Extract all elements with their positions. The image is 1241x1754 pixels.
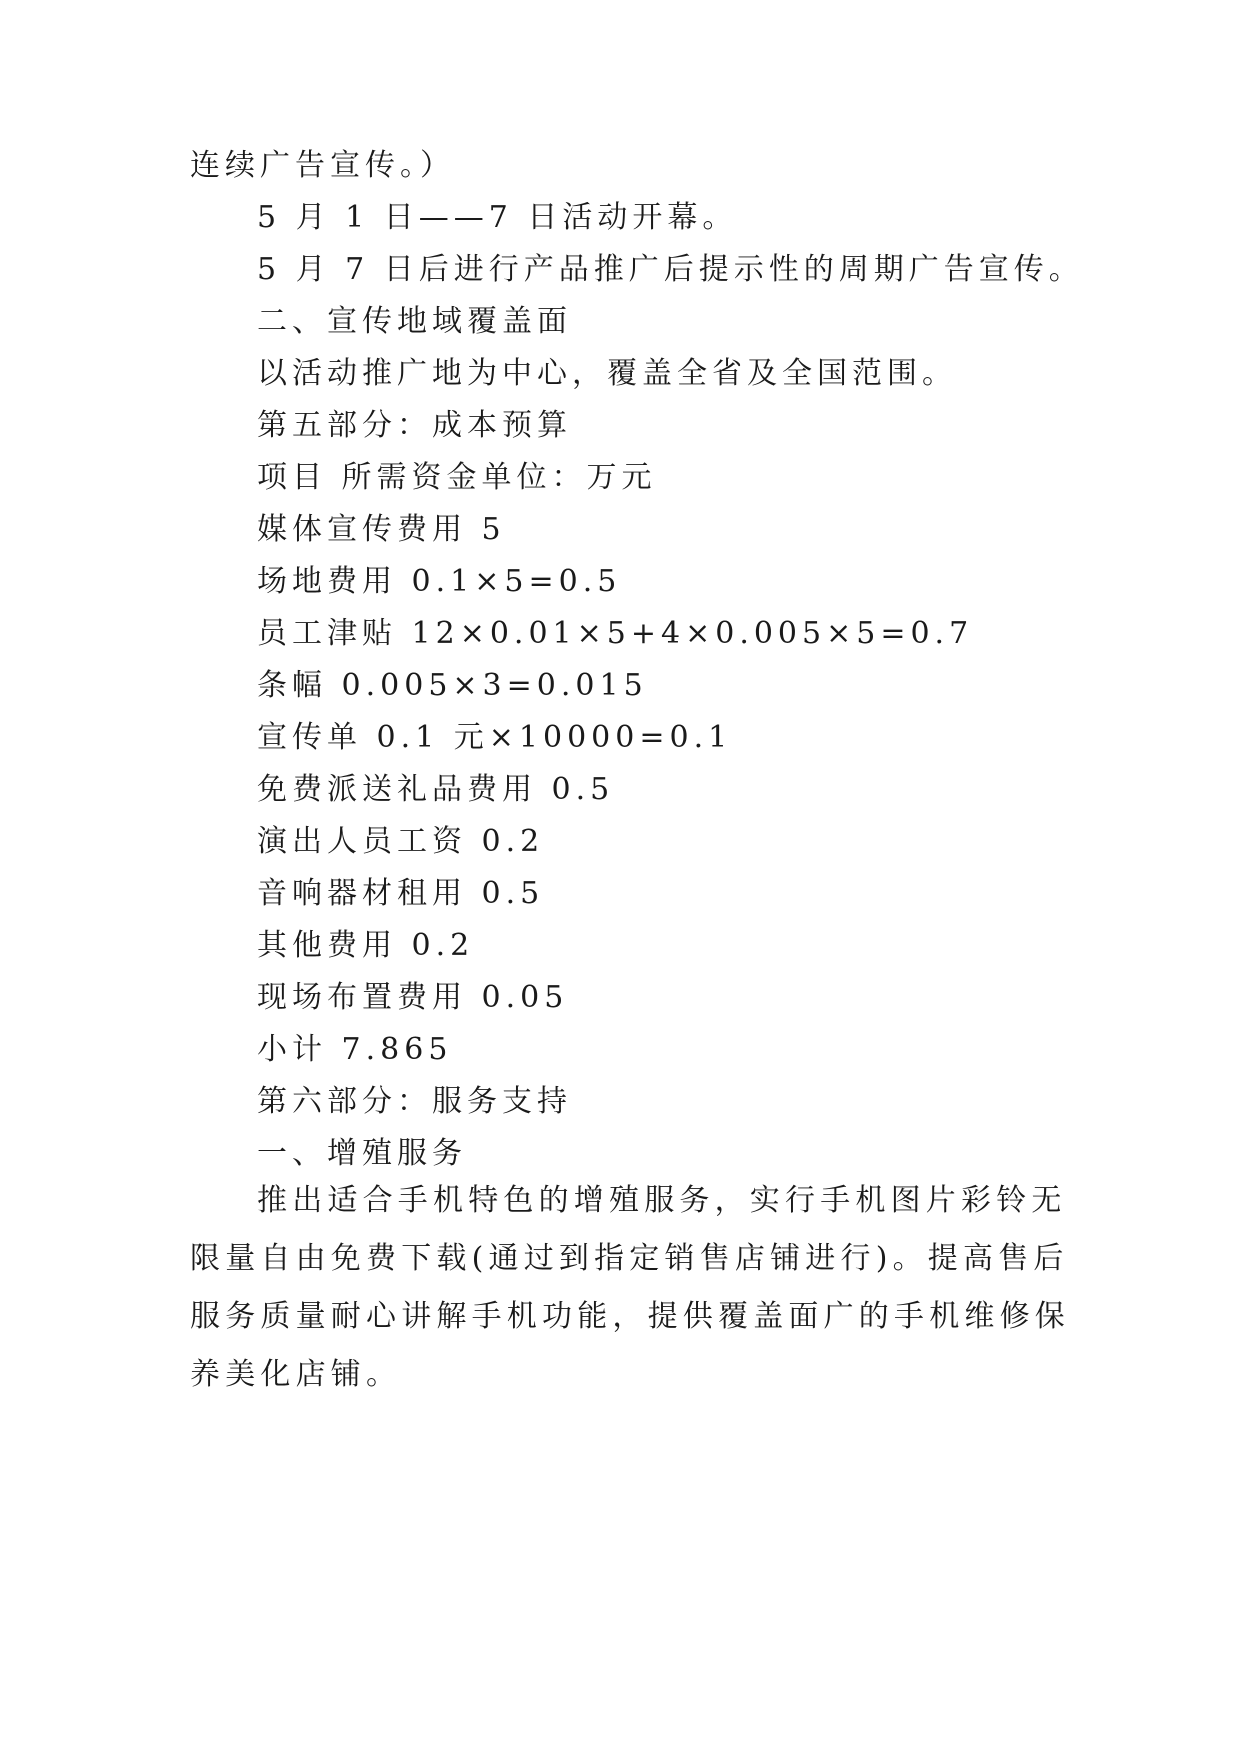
text-line-coverage: 以活动推广地为中心，覆盖全省及全国范围。: [257, 356, 957, 391]
budget-header: 项目 所需资金单位：万元: [257, 460, 657, 495]
text-line-continuation: 连续广告宣传。）: [190, 148, 455, 183]
text-line-schedule-followup: 5 月 7 日后进行产品推广后提示性的周期广告宣传。: [257, 252, 1084, 287]
part-heading-budget: 第五部分：成本预算: [257, 408, 572, 443]
paragraph-value-added-service: 推出适合手机特色的增殖服务，实行手机图片彩铃无限量自由免费下载(通过到指定销售店铺进行)。提高售后服务质量耐心讲解手机功能，提供覆盖面广的手机维修保养美化店铺。: [190, 1183, 1070, 1392]
budget-item-setup: 现场布置费用 0.05: [257, 980, 569, 1015]
part-heading-service: 第六部分：服务支持: [257, 1084, 572, 1119]
budget-item-performers: 演出人员工资 0.2: [257, 824, 545, 859]
budget-item-gifts: 免费派送礼品费用 0.5: [257, 772, 615, 807]
budget-subtotal: 小计 7.865: [257, 1032, 453, 1067]
budget-item-audio-rental: 音响器材租用 0.5: [257, 876, 545, 911]
budget-item-media: 媒体宣传费用 5: [257, 512, 506, 547]
section-heading-value-added: 一、增殖服务: [257, 1136, 467, 1171]
budget-item-other: 其他费用 0.2: [257, 928, 475, 963]
budget-item-flyer: 宣传单 0.1 元×10000=0.1: [257, 720, 733, 755]
budget-item-staff-allowance: 员工津贴 12×0.01×5+4×0.005×5=0.7: [257, 616, 974, 651]
text-line-schedule-opening: 5 月 1 日——7 日活动开幕。: [257, 200, 738, 235]
budget-item-venue: 场地费用 0.1×5=0.5: [257, 564, 622, 599]
budget-item-banner: 条幅 0.005×3=0.015: [257, 668, 648, 703]
section-heading-coverage: 二、宣传地域覆盖面: [257, 304, 572, 339]
